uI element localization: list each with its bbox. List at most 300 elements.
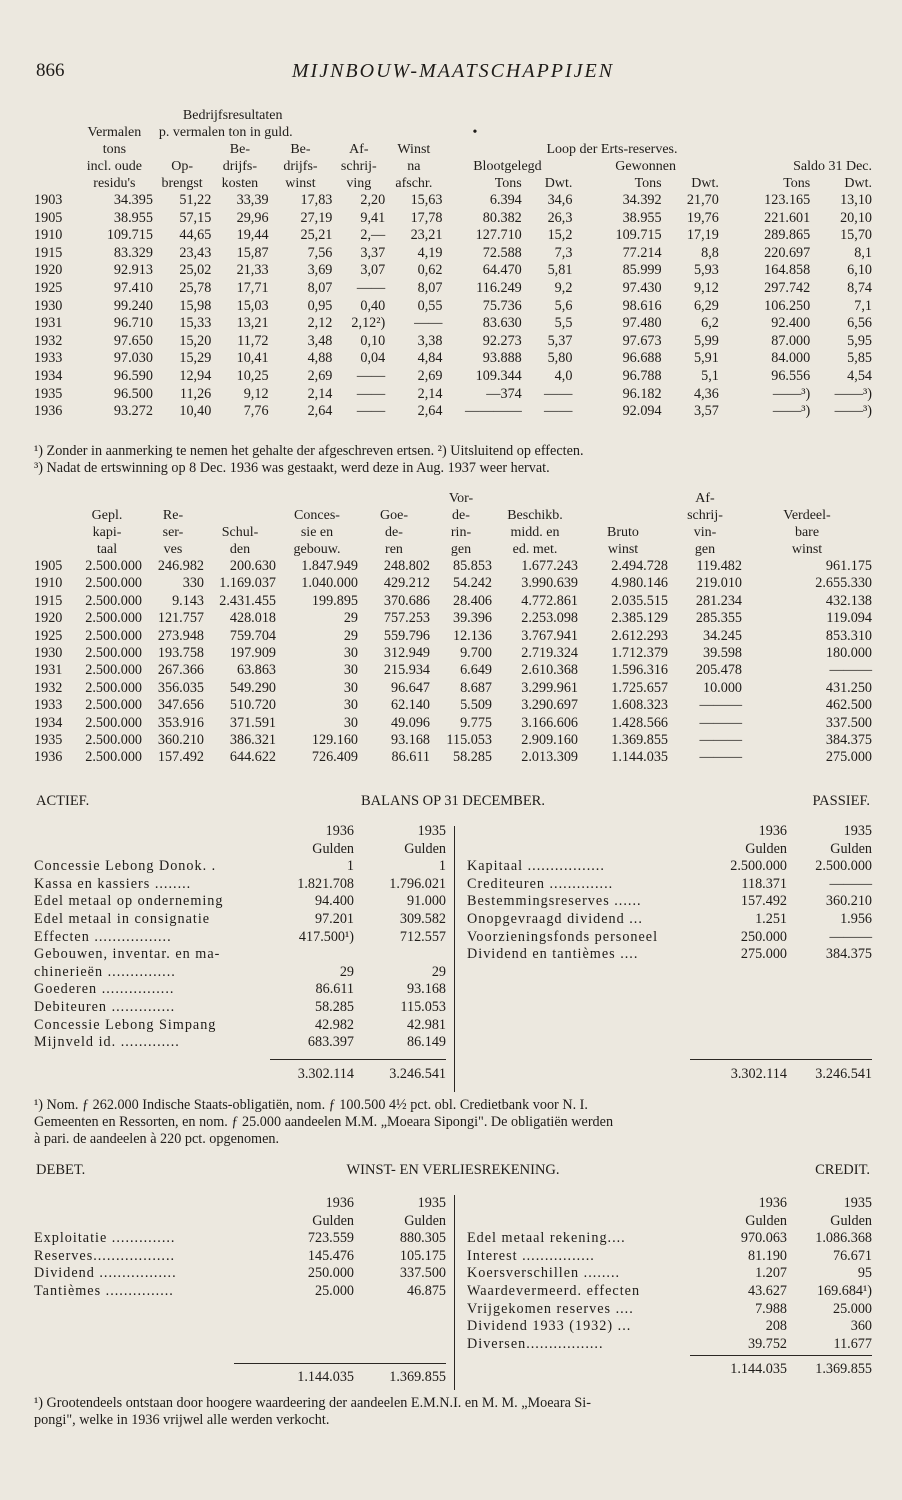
table-cell: 9,12 bbox=[694, 279, 719, 296]
footnote-3: ¹) Grootendeels ontstaan door hoogere waardeering der aandeelen E.M.N.I. en M. M. „Moeara Si- pongi", welke in 1936 vrijwel alle werden verkocht. bbox=[34, 1395, 591, 1428]
table-cell: 0,62 bbox=[417, 262, 443, 279]
results-table bbox=[34, 107, 872, 421]
col-header: Gepl. bbox=[91, 508, 123, 523]
table-cell: 462.500 bbox=[825, 697, 872, 714]
table-cell: 4,19 bbox=[417, 244, 443, 261]
table-cell: 3.767.941 bbox=[521, 627, 578, 644]
table-cell: 2.500.000 bbox=[85, 610, 142, 627]
table-cell: 15,20 bbox=[179, 332, 212, 349]
table-cell: 5,5 bbox=[554, 315, 573, 332]
ledger-label: Kassa en kassiers ........ bbox=[34, 875, 192, 892]
table-cell: 8,07 bbox=[417, 279, 443, 296]
table-cell: 370.686 bbox=[383, 592, 430, 609]
col-header: Vermalen bbox=[87, 125, 142, 140]
table-cell: 38.955 bbox=[622, 209, 662, 226]
col-header bbox=[204, 507, 276, 524]
year-cell: 1920 bbox=[34, 610, 63, 627]
table-cell: 30 bbox=[343, 679, 358, 696]
balans-actief bbox=[34, 823, 446, 1052]
table-cell: ——— bbox=[699, 714, 742, 731]
year-header: 1935 bbox=[843, 823, 872, 839]
table-cell: 13,21 bbox=[236, 315, 269, 332]
ledger-row bbox=[34, 929, 446, 947]
table-cell: 1.847.949 bbox=[301, 558, 358, 574]
table-cell: 221.601 bbox=[764, 209, 811, 226]
table-row bbox=[34, 245, 872, 263]
ledger-label: Reserves.................. bbox=[34, 1247, 176, 1264]
table-cell: 15,33 bbox=[179, 315, 212, 332]
unit-header: Gulden bbox=[745, 840, 787, 857]
table-row bbox=[34, 368, 872, 386]
table-cell: 199.895 bbox=[311, 592, 358, 609]
table-cell: 85.999 bbox=[622, 262, 662, 279]
ledger-value: 105.175 bbox=[399, 1247, 446, 1264]
table-cell: 5,99 bbox=[694, 332, 719, 349]
table-cell: 6.649 bbox=[460, 662, 492, 679]
col-header bbox=[358, 490, 430, 507]
table-cell: 57,15 bbox=[179, 209, 212, 226]
col-header bbox=[742, 490, 872, 507]
col-header: gen bbox=[450, 542, 472, 557]
table-row bbox=[34, 280, 872, 298]
table-cell: 432.138 bbox=[825, 592, 872, 609]
table-row bbox=[34, 610, 872, 627]
table-cell: 84.000 bbox=[771, 350, 811, 367]
table-cell: 106.250 bbox=[764, 297, 811, 314]
table-cell: 5,91 bbox=[694, 350, 719, 367]
table-cell: 3.166.606 bbox=[521, 714, 578, 731]
ledger-year-row bbox=[467, 1195, 872, 1213]
table-cell: 273.948 bbox=[157, 627, 204, 644]
ledger-row bbox=[467, 1301, 872, 1319]
table-cell: 83.329 bbox=[113, 244, 153, 261]
table-cell: 49.096 bbox=[390, 714, 430, 731]
unit-header: Gulden bbox=[830, 840, 872, 857]
table-cell: 92.094 bbox=[622, 403, 662, 420]
ledger-value: 1 bbox=[438, 858, 446, 875]
table-cell: 13,10 bbox=[840, 192, 872, 208]
balans-passief-total: 3.302.114 3.246.541 bbox=[730, 1066, 872, 1082]
table-cell: 4,84 bbox=[417, 350, 443, 367]
table-cell: 2.610.368 bbox=[521, 662, 578, 679]
ledger-value: 1.251 bbox=[755, 910, 787, 927]
ledger-label: Interest ................ bbox=[467, 1247, 595, 1264]
table-cell: 15,29 bbox=[179, 350, 212, 367]
table-cell: 92.400 bbox=[771, 315, 811, 332]
table-cell: 29,96 bbox=[236, 209, 269, 226]
table-cell: 0,40 bbox=[360, 297, 386, 314]
unit-header: Gulden bbox=[404, 1212, 446, 1229]
year-cell: 1910 bbox=[34, 227, 63, 244]
ledger-row bbox=[467, 858, 872, 876]
table-cell: 17,71 bbox=[236, 279, 269, 296]
table-cell: 6.394 bbox=[489, 192, 522, 208]
year-cell: 1910 bbox=[34, 575, 63, 592]
table-cell: 6,2 bbox=[701, 315, 719, 332]
ledger-spacer bbox=[467, 823, 689, 841]
table-cell: 25,02 bbox=[179, 262, 212, 279]
table-cell: 34.392 bbox=[622, 192, 662, 208]
table-cell: —— bbox=[356, 385, 386, 402]
table-cell: 15,03 bbox=[236, 297, 269, 314]
table-row bbox=[34, 628, 872, 645]
ledger-value: 7.988 bbox=[755, 1300, 787, 1317]
table-cell: 2,64 bbox=[417, 403, 443, 420]
table-cell: 34,6 bbox=[547, 192, 573, 208]
ledger-label: Tantièmes ............... bbox=[34, 1282, 174, 1299]
table-cell: 853.310 bbox=[825, 627, 872, 644]
ledger-row bbox=[34, 1230, 446, 1248]
ledger-row bbox=[467, 1336, 872, 1354]
table-cell: 5.509 bbox=[460, 697, 492, 714]
year-cell: 1931 bbox=[34, 662, 63, 679]
ledger-value: 11.677 bbox=[833, 1335, 872, 1352]
table-cell: 2.035.515 bbox=[611, 592, 668, 609]
year-cell: 1936 bbox=[34, 403, 63, 420]
col-header bbox=[276, 490, 358, 507]
table-cell: 29 bbox=[343, 627, 358, 644]
table-cell: 356.035 bbox=[157, 679, 204, 696]
table-cell: 109.715 bbox=[615, 227, 662, 244]
ledger-value: 46.875 bbox=[406, 1282, 446, 1299]
ledger-row bbox=[467, 911, 872, 929]
ledger-value: 76.671 bbox=[832, 1247, 872, 1264]
table-cell: 19,44 bbox=[236, 227, 269, 244]
table-cell: 5,37 bbox=[547, 332, 573, 349]
footnote-1: ¹) Zonder in aanmerking te nemen het gehalte der afgeschreven ertsen. ²) Uitsluitend op effecten. ³) Nadat de ertswinning op 8 Dec. 1936 was gestaakt, werd deze in Aug. 1937 weer hervat. bbox=[34, 443, 584, 476]
erts-header: Loop der Erts-reserves. bbox=[546, 142, 678, 157]
year-cell: 1915 bbox=[34, 592, 63, 609]
table-cell: 289.865 bbox=[764, 227, 811, 244]
ledger-value: 712.557 bbox=[399, 928, 446, 945]
col-header bbox=[578, 507, 668, 524]
ledger-label: Concessie Lebong Donok. . bbox=[34, 858, 217, 875]
table-row bbox=[34, 298, 872, 316]
col-header: ves bbox=[163, 542, 183, 557]
table-cell: 93.168 bbox=[390, 732, 430, 749]
table-cell: 4,36 bbox=[694, 385, 719, 402]
ledger-row bbox=[467, 893, 872, 911]
table-cell: 1.040.000 bbox=[301, 575, 358, 592]
year-cell: 1933 bbox=[34, 350, 63, 367]
table-cell: 96.590 bbox=[113, 367, 153, 384]
table-row bbox=[34, 262, 872, 280]
table-cell: 2.500.000 bbox=[85, 592, 142, 609]
table-cell: 2.013.309 bbox=[521, 749, 578, 766]
table-cell: 2.500.000 bbox=[85, 575, 142, 592]
ledger-spacer bbox=[34, 841, 264, 859]
table-cell: 9.143 bbox=[172, 592, 204, 609]
ledger-spacer bbox=[467, 841, 689, 859]
table-cell: ——³) bbox=[834, 403, 872, 420]
col-header: Bruto bbox=[607, 525, 639, 540]
table-cell: 726.409 bbox=[311, 749, 358, 766]
winst-debet bbox=[34, 1195, 446, 1301]
ledger-label: Diversen................. bbox=[467, 1335, 604, 1352]
table-cell: 297.742 bbox=[764, 279, 811, 296]
table-row bbox=[34, 386, 872, 404]
table-cell: 80.382 bbox=[482, 209, 522, 226]
col-header bbox=[142, 490, 204, 507]
table-cell: 2,14 bbox=[307, 385, 333, 402]
year-cell: 1934 bbox=[34, 367, 63, 384]
table-cell: 9,2 bbox=[554, 279, 573, 296]
ledger-value bbox=[354, 946, 446, 964]
table-cell: 0,04 bbox=[360, 350, 386, 367]
table-cell: 4.772.861 bbox=[521, 592, 578, 609]
table-cell: 129.160 bbox=[311, 732, 358, 749]
winst-debet-total: 1.144.035 1.369.855 bbox=[297, 1369, 446, 1385]
table-cell: 3,38 bbox=[417, 332, 443, 349]
table-cell: 9.700 bbox=[460, 645, 492, 662]
ledger-label: Debiteuren .............. bbox=[34, 998, 176, 1015]
table-cell: 267.366 bbox=[157, 662, 204, 679]
unit-header: Gulden bbox=[404, 840, 446, 857]
balance-history-head bbox=[34, 490, 872, 558]
year-cell: 1905 bbox=[34, 558, 63, 574]
table-cell: 10.000 bbox=[702, 679, 742, 696]
year-header: 1936 bbox=[758, 1195, 787, 1211]
table-row bbox=[34, 403, 872, 421]
table-cell: 8,74 bbox=[847, 279, 872, 296]
ledger-value: 360.210 bbox=[825, 893, 872, 910]
table-cell: 2.500.000 bbox=[85, 558, 142, 574]
table-cell: 97.673 bbox=[622, 332, 662, 349]
table-cell: 6,10 bbox=[847, 262, 872, 279]
table-cell: 1.596.316 bbox=[611, 662, 668, 679]
ledger-value: 1 bbox=[346, 858, 354, 875]
balance-history-table bbox=[34, 490, 872, 767]
ledger-label: Edel metaal in consignatie bbox=[34, 910, 211, 927]
table-cell: ——³) bbox=[772, 385, 811, 402]
ledger-label: Dividend ................. bbox=[34, 1265, 177, 1282]
table-cell: 15,2 bbox=[547, 227, 573, 244]
table-cell: 20,10 bbox=[840, 209, 872, 226]
ledger-value: 1.956 bbox=[840, 910, 872, 927]
table-cell: 5,6 bbox=[554, 297, 573, 314]
year-cell: 1925 bbox=[34, 627, 63, 644]
table-cell: 1.608.323 bbox=[611, 697, 668, 714]
ledger-value: 208 bbox=[765, 1318, 787, 1335]
table-cell: 197.909 bbox=[229, 645, 276, 662]
table-cell: 2.909.160 bbox=[521, 732, 578, 749]
table-cell: 3,37 bbox=[360, 244, 386, 261]
ledger-row bbox=[34, 946, 446, 964]
table-cell: 5,93 bbox=[694, 262, 719, 279]
table-cell: 337.500 bbox=[825, 714, 872, 731]
table-cell: 8.687 bbox=[460, 679, 492, 696]
table-cell: 62.140 bbox=[390, 697, 430, 714]
ledger-value: 91.000 bbox=[406, 893, 446, 910]
year-cell: 1931 bbox=[34, 315, 63, 332]
table-cell: 39.396 bbox=[452, 610, 492, 627]
table-cell: 97.030 bbox=[113, 350, 153, 367]
ledger-value: 29 bbox=[431, 963, 446, 980]
table-cell: 8,07 bbox=[307, 279, 333, 296]
table-row bbox=[34, 350, 872, 368]
ledger-value: 29 bbox=[339, 963, 354, 980]
table-cell: 2.500.000 bbox=[85, 714, 142, 731]
footnote-2: ¹) Nom. ƒ 262.000 Indische Staats-obligatiën, nom. ƒ 100.500 4½ pct. obl. Credietbank voor N. I. Gemeenten en Ressorten, en nom. ƒ 25.000 aandeelen M.M. „Moeara Sipongi". De obligatiën werden à pari. de aandeelen à 220 pct. opgenomen. bbox=[34, 1097, 614, 1147]
table-cell: 644.622 bbox=[229, 749, 276, 766]
year-cell: 1935 bbox=[34, 385, 63, 402]
year-cell: 1915 bbox=[34, 244, 63, 261]
unit-header: Gulden bbox=[830, 1212, 872, 1229]
col-header: de- bbox=[452, 508, 470, 523]
table-cell: 19,76 bbox=[686, 209, 719, 226]
table-cell: 429.212 bbox=[383, 575, 430, 592]
page-title: MIJNBOUW-MAATSCHAPPIJEN bbox=[291, 60, 615, 82]
ledger-row bbox=[34, 1265, 446, 1283]
table-cell: 93.888 bbox=[482, 350, 522, 367]
table-cell: —— bbox=[414, 315, 443, 332]
table-cell: 30 bbox=[343, 662, 358, 679]
table-cell: 2.500.000 bbox=[85, 749, 142, 766]
table-cell: 2,12²) bbox=[351, 315, 386, 332]
ledger-label: Waardevermeerd. effecten bbox=[467, 1282, 641, 1299]
table-cell: 85.853 bbox=[452, 558, 492, 574]
ledger-value: 115.053 bbox=[400, 998, 446, 1015]
table-cell: 34.245 bbox=[702, 627, 742, 644]
table-cell: 219.010 bbox=[695, 575, 742, 592]
table-cell: 96.710 bbox=[113, 315, 153, 332]
table-cell: 384.375 bbox=[825, 732, 872, 749]
table-cell: 1.169.037 bbox=[219, 575, 276, 592]
col-header bbox=[578, 490, 668, 507]
table-row bbox=[34, 697, 872, 714]
col-header bbox=[204, 490, 276, 507]
ledger-value: ——— bbox=[829, 928, 872, 945]
balance-history-body bbox=[34, 558, 872, 767]
ledger-row bbox=[34, 981, 446, 999]
col-header bbox=[72, 490, 142, 507]
col-header: Vor- bbox=[448, 491, 474, 506]
year-header: 1935 bbox=[843, 1195, 872, 1211]
ledger-spacer bbox=[467, 1195, 689, 1213]
table-cell: 99.240 bbox=[113, 297, 153, 314]
ledger-row bbox=[467, 1230, 872, 1248]
table-cell: 2.719.324 bbox=[521, 645, 578, 662]
table-cell: 281.234 bbox=[695, 592, 742, 609]
table-cell: 9.775 bbox=[460, 714, 492, 731]
ledger-row bbox=[467, 1283, 872, 1301]
table-cell: 38.955 bbox=[113, 209, 153, 226]
table-cell: 248.802 bbox=[383, 558, 430, 574]
col-header: Verdeel- bbox=[783, 508, 831, 523]
ledger-value: 337.500 bbox=[399, 1265, 446, 1282]
table-cell: 63.863 bbox=[236, 662, 276, 679]
col-header: sie en bbox=[300, 525, 334, 540]
table-cell: 98.616 bbox=[622, 297, 662, 314]
col-header: winst bbox=[607, 542, 639, 557]
table-cell: 2.500.000 bbox=[85, 627, 142, 644]
col-header: Beschikb. bbox=[507, 508, 563, 523]
table-cell: —— bbox=[356, 279, 386, 296]
ledger-row bbox=[467, 1248, 872, 1266]
table-cell: 215.934 bbox=[383, 662, 430, 679]
col-header: winst bbox=[791, 542, 823, 557]
col-header bbox=[492, 490, 578, 507]
ledger-label: Onopgevraagd dividend ... bbox=[467, 910, 643, 927]
ledger-value: 2.500.000 bbox=[815, 858, 872, 875]
table-cell: 2.500.000 bbox=[85, 645, 142, 662]
ledger-value: 118.371 bbox=[741, 875, 787, 892]
table-cell: 64.470 bbox=[482, 262, 522, 279]
col-header: ed. met. bbox=[512, 542, 558, 557]
table-cell: 7,3 bbox=[554, 244, 573, 261]
table-cell: 371.591 bbox=[229, 714, 276, 731]
table-cell: 119.094 bbox=[826, 610, 872, 627]
table-cell: 15,98 bbox=[179, 297, 212, 314]
table-cell: 205.478 bbox=[695, 662, 742, 679]
table-cell: 10,41 bbox=[236, 350, 269, 367]
ledger-value: 880.305 bbox=[399, 1230, 446, 1247]
table-cell: 2.612.293 bbox=[611, 627, 668, 644]
year-header: 1935 bbox=[417, 1195, 446, 1211]
table-cell: 58.285 bbox=[452, 749, 492, 766]
col-header: Goe- bbox=[380, 508, 408, 523]
table-cell: 2,69 bbox=[307, 367, 333, 384]
table-cell: 549.290 bbox=[229, 679, 276, 696]
table-cell: 2.500.000 bbox=[85, 732, 142, 749]
table-cell: 9,12 bbox=[243, 385, 269, 402]
table-cell: 7,56 bbox=[307, 244, 333, 261]
table-cell: 17,78 bbox=[410, 209, 443, 226]
table-cell: 28.406 bbox=[452, 592, 492, 609]
table-cell: 1.428.566 bbox=[611, 714, 668, 731]
table-cell: 246.982 bbox=[157, 558, 204, 574]
col-header: taal bbox=[96, 542, 118, 557]
balans-divider bbox=[454, 826, 455, 1092]
ledger-value: 95 bbox=[857, 1265, 872, 1282]
ledger-row bbox=[467, 1318, 872, 1336]
table-cell: 1.712.379 bbox=[611, 645, 668, 662]
table-cell: 30 bbox=[343, 697, 358, 714]
table-cell: 96.500 bbox=[113, 385, 153, 402]
year-cell: 1932 bbox=[34, 332, 63, 349]
table-cell: 3.299.961 bbox=[521, 679, 578, 696]
year-cell: 1933 bbox=[34, 697, 63, 714]
table-cell: 2.494.728 bbox=[611, 558, 668, 574]
table-cell: 4,54 bbox=[847, 367, 872, 384]
table-cell: ——— bbox=[699, 697, 742, 714]
year-cell: 1935 bbox=[34, 732, 63, 749]
ledger-value: 97.201 bbox=[314, 910, 354, 927]
table-cell: 5,80 bbox=[547, 350, 573, 367]
ledger-row bbox=[467, 1265, 872, 1283]
ledger-value: 970.063 bbox=[740, 1230, 787, 1247]
col-header: kapi- bbox=[92, 525, 122, 540]
year-header: 1935 bbox=[417, 823, 446, 839]
table-cell: 29 bbox=[343, 610, 358, 627]
table-cell: 23,21 bbox=[410, 227, 443, 244]
table-cell: 39.598 bbox=[702, 645, 742, 662]
winst-credit bbox=[467, 1195, 872, 1353]
ledger-unit-row bbox=[34, 841, 446, 859]
ledger-row bbox=[34, 911, 446, 929]
ledger-label: Crediteuren .............. bbox=[467, 875, 614, 892]
table-cell: 3.990.639 bbox=[521, 575, 578, 592]
ledger-value: 81.190 bbox=[747, 1247, 787, 1264]
ledger-value: 42.982 bbox=[314, 1016, 354, 1033]
col-header: vin- bbox=[693, 525, 717, 540]
ledger-unit-row bbox=[34, 1213, 446, 1231]
table-cell: 30 bbox=[343, 714, 358, 731]
page-number: 866 bbox=[36, 60, 65, 81]
table-cell: 2.500.000 bbox=[85, 662, 142, 679]
table-cell: ——— bbox=[699, 749, 742, 766]
ledger-value: 250.000 bbox=[307, 1265, 354, 1282]
